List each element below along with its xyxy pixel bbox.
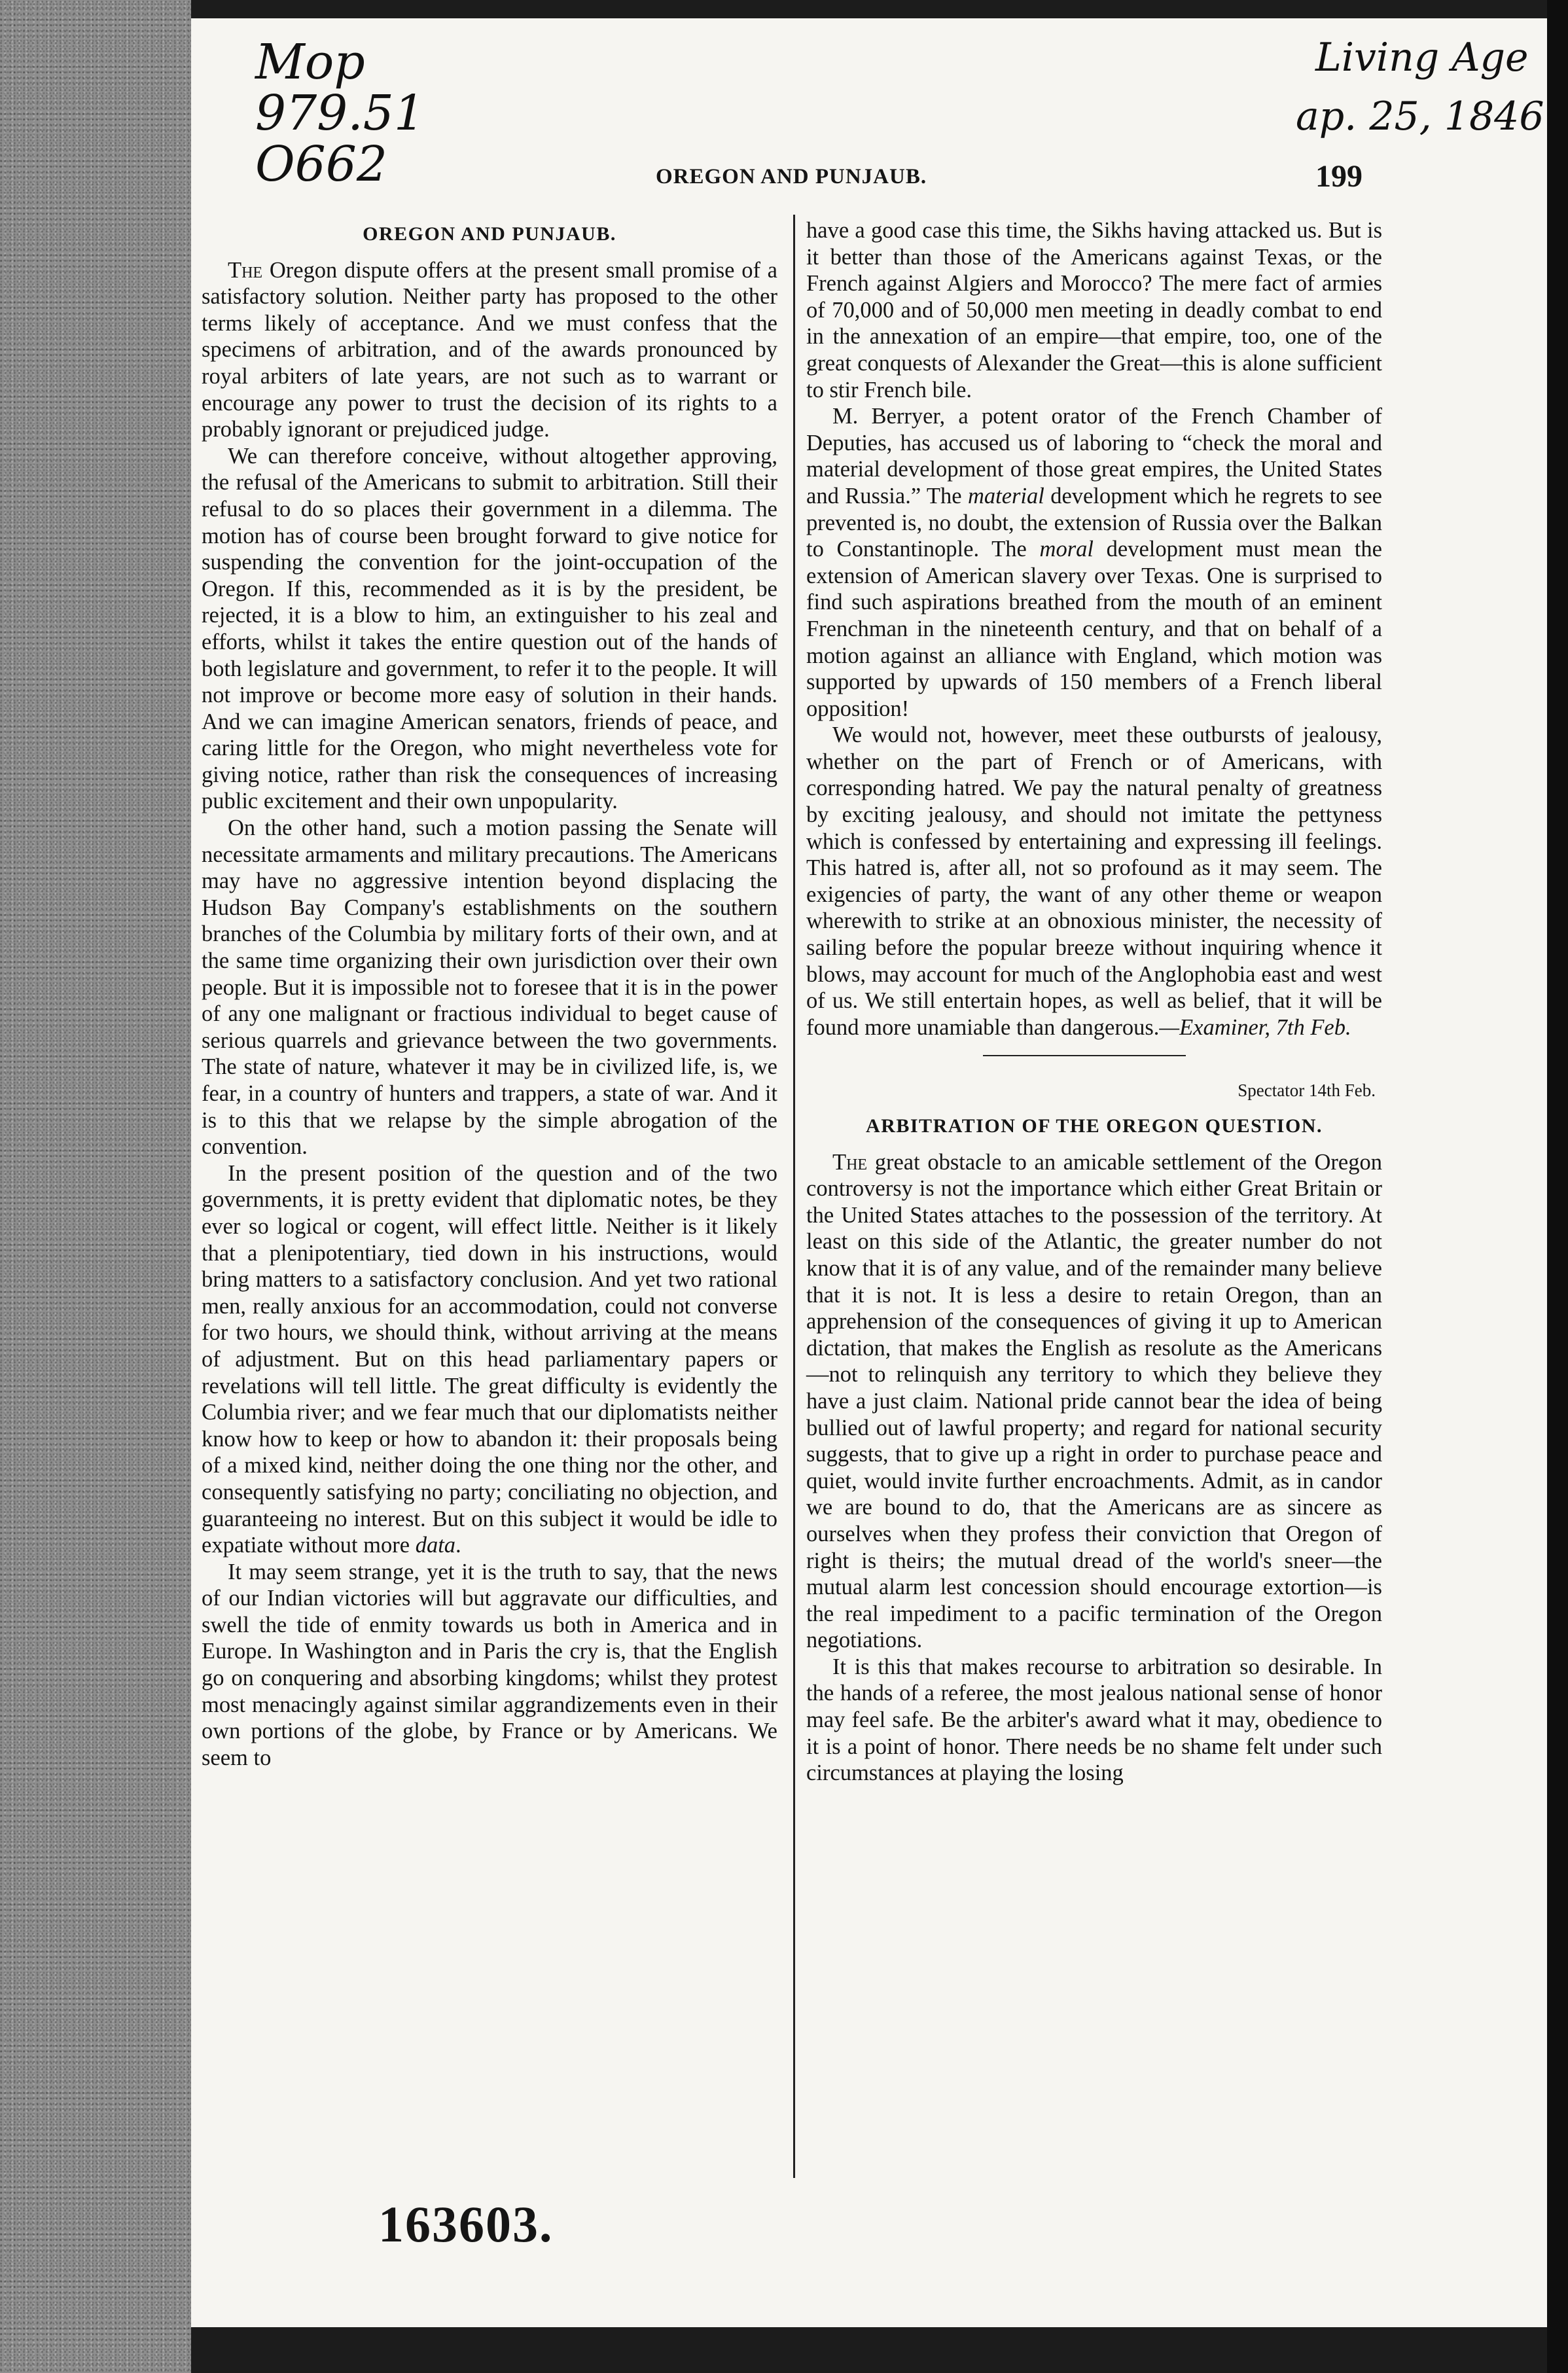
handwritten-source-date: ap. 25, 1846 xyxy=(1296,94,1544,139)
paragraph-text: Oregon dispute offers at the present small promise of a satisfactory solution. Neither party has proposed to the other terms likely of acceptance. And we must confess that the specimens of arbitration, and of the awards pronounced by royal arbiters of late years, are not such as to warrant or encourage any power to trust the decision of its rights to a probably ignorant or prejudiced judge. xyxy=(202,257,777,442)
italic-text: data xyxy=(415,1533,456,1558)
left-column xyxy=(202,221,777,1771)
accession-number-stamp: 163603. xyxy=(378,2196,554,2253)
handwritten-call-number: 979.51 xyxy=(255,85,425,141)
article-paragraph xyxy=(202,257,777,443)
page-number: 199 xyxy=(1315,159,1363,194)
column-divider xyxy=(793,215,795,2178)
article-title: OREGON AND PUNJAUB. xyxy=(363,223,616,245)
article-paragraph xyxy=(202,1160,777,1559)
handwritten-catalog-mark: Mop xyxy=(255,34,365,90)
italic-text: material xyxy=(967,483,1044,508)
right-column xyxy=(806,217,1382,1787)
article-title: ARBITRATION OF THE OREGON QUESTION. xyxy=(866,1115,1323,1137)
page-sheet xyxy=(191,18,1547,2327)
paragraph-text: development which he regrets to see prevented is, no doubt, the extension of Russia over the Balkan to Constantinople. The xyxy=(806,483,1382,562)
handwritten-source-title: Living Age xyxy=(1315,35,1529,80)
section-rule xyxy=(983,1055,1186,1056)
scan-right-edge xyxy=(1547,0,1568,2373)
source-note: Spectator 14th Feb. xyxy=(1238,1080,1376,1101)
article-paragraph xyxy=(806,1149,1382,1654)
article-citation: —Examiner, 7th Feb. xyxy=(1159,1014,1351,1040)
lead-word: The xyxy=(832,1149,868,1175)
paragraph-text: . xyxy=(455,1533,461,1558)
running-head: OREGON AND PUNJAUB. xyxy=(656,165,927,188)
paragraph-text: development must mean the extension of American slavery over Texas. One is surprised to find such aspirations breathed from the mouth of an eminent Frenchman in the nineteenth century, and that on behalf of a motion against an alliance with England, which motion was supported by upwards of 150 members of a French liberal opposition! xyxy=(806,537,1382,721)
article-paragraph: It is this that makes recourse to arbitration so desirable. In the hands of a referee, the most jealous national sense of honor may feel safe. Be the arbiter's award what it may, obedience to it is a point of honor. There needs be no shame felt under such circumstances at playing the losing xyxy=(806,1654,1382,1786)
handwritten-call-suffix: O662 xyxy=(255,136,387,192)
article-paragraph: We can therefore conceive, without altogether approving, the refusal of the Americans to submit to arbitration. Still their refusal to do so places their government in a dilemma. The motion has of course been brought forward to give notice for suspending the convention for the joint-occupation of the Oregon. If this, recommended as it is by the president, be rejected, it is a blow to him, an extinguisher to his zeal and efforts, whilst it takes the entire question out of the hands of both legislature and government, to refer it to the people. It will not improve or become more easy of solution in their hands. And we can imagine American senators, friends of peace, and caring little for the Oregon, who might nevertheless vote for giving notice, rather than risk the consequences of increasing public excitement and their own unpopularity. xyxy=(202,443,777,814)
paragraph-text: M. Berryer, a potent orator of the French Chamber of Deputies, has accused us of laboring to “check the moral and material development of those great empires, the United States and Russia.” The xyxy=(806,404,1382,508)
scan-margin-strip xyxy=(0,0,191,2373)
paragraph-text: In the present position of the question and of the two governments, it is pretty evident that diplomatic notes, be they ever so logical or cogent, will effect little. Neither is it likely that a plenipotentiary, tied down in his instructions, would bring matters to a satisfactory conclusion. And yet two rational men, really anxious for an accommodation, could not converse for two hours, we should think, without arriving at the means of adjustment. But on this head parliamentary papers or revelations will tell little. The great difficulty is evidently the Columbia river; and we fear much that our diplomatists neither know how to keep or how to abandon it: their proposals being of a mixed kind, neither doing the one thing nor the other, and consequently satisfying no party; conciliating no objection, and guaranteeing no interest. But on this subject it would be idle to expatiate without more xyxy=(202,1160,777,1558)
article-paragraph: It may seem strange, yet it is the truth to say, that the news of our Indian victories will but aggravate our difficulties, and swell the tide of enmity towards us both in America and in Europe. In Washington and in Paris the cry is, that the English go on conquering and absorbing kingdoms; whilst they protest most menacingly against similar aggrandizements even in their own portions of the globe, by France or by Americans. We seem to xyxy=(202,1559,777,1770)
article-paragraph: On the other hand, such a motion passing the Senate will necessitate armaments and military precautions. The Americans may have no aggressive intention beyond displacing the Hudson Bay Company's establishments on the southern branches of the Columbia by military forts of their own, and at the same time organizing their own jurisdiction over their own people. But it is impossible not to foresee that it is in the power of any one malignant or fractious individual to beget cause of serious quarrels and grievance between the two governments. The state of nature, whatever it may be in civilized life, is, we fear, in a country of hunters and trappers, a state of war. And it is to this that we relapse by the simple abrogation of the convention. xyxy=(202,815,777,1160)
paragraph-text: great obstacle to an amicable settlement of the Oregon controversy is not the importance which either Great Britain or the United States attaches to the possession of the territory. At least on this side of the Atlantic, the greater number do not know that it is of any value, and of the remainder many believe that it is not. It is less a desire to retain Oregon, than an apprehension of the consequences of giving it up to American dictation, that makes the English as resolute as the Americans—not to relinquish any territory to which they believe they have a just claim. National pride cannot bear the idea of being bullied out of lawful property; and regard for national security suggests, that to give up a right in order to purchase peace and quiet, would invite further encroachments. Admit, as in candor we are bound to do, that the Americans are as sincere as ourselves when they profess their conviction that Oregon of right is theirs; the mutual dread of the world's sneer—the mutual alarm lest concession should encourage extortion—is the real impediment to a pacific termination of the Oregon negotiations. xyxy=(806,1149,1382,1653)
article-paragraph xyxy=(806,403,1382,722)
article-paragraph xyxy=(806,722,1382,1041)
article-paragraph-continued: have a good case this time, the Sikhs having attacked us. But is it better than those of the Americans against Texas, or the French against Algiers and Morocco? The mere fact of armies of 70,000 and of 50,000 men meeting in deadly combat to end in the annexation of an empire—that empire, too, one of the great conquests of Alexander the Great—this is alone sufficient to stir French bile. xyxy=(806,218,1382,402)
italic-text: moral xyxy=(1039,537,1094,562)
paragraph-text: We would not, however, meet these outbursts of jealousy, whether on the part of French or of Americans, with corresponding hatred. We pay the natural penalty of greatness by exciting jealousy, and should not imitate the pettyness which is confessed by entertaining and expressing ill feelings. This hatred is, after all, not so profound as it may seem. The exigencies of party, the want of any other theme or weapon wherewith to strike at an obnoxious minister, the necessity of sailing before the popular breeze without inquiring whence it blows, may account for much of the Anglophobia east and west of us. We still entertain hopes, as well as belief, that it will be found more unamiable than dangerous. xyxy=(806,723,1382,1040)
lead-word: The xyxy=(228,257,263,283)
